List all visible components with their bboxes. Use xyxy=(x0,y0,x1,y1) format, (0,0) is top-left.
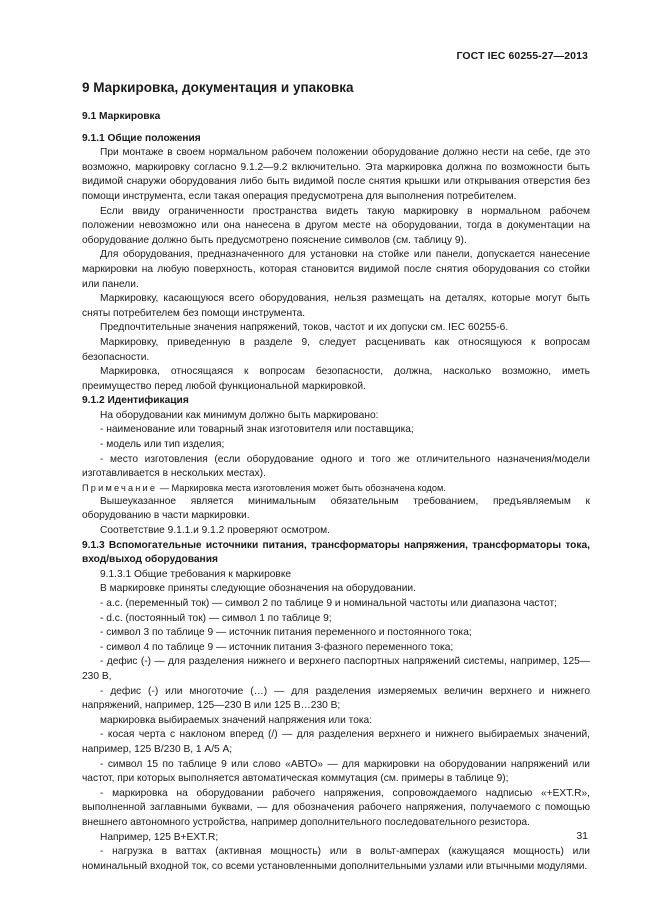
paragraph: В маркировке приняты следующие обозначения на оборудовании. xyxy=(100,583,416,595)
list-item: - косая черта с наклоном вперед (/) — для разделения верхнего и нижнего выбираемых значений, например, 125 В/230 В, 1 А/5 А; xyxy=(82,729,590,755)
paragraph: Вышеуказанное является минимальным обязательным требованием, предъявляемым к оборудованию в части маркировки. xyxy=(82,495,590,522)
page-number: 31 xyxy=(576,830,588,842)
list-item: - дефис (-) или многоточие (…) — для разделения измеряемых величин верхнего и нижнего напряжений, например, 125—230 В или 125 В…230 В; xyxy=(82,685,590,712)
paragraph: При монтаже в своем нормальном рабочем положении оборудование должно нести на себе, где это возможно, маркировку согласно 9.1.2—9.2 включительно. Эта маркировка должна по возможности быть видимой снаружи оборудования либо быть видимой после снятия крышки или открывания отверстия без помощи инструмента, если такая операция предусмотрена для выполнения потребителем. xyxy=(82,147,590,202)
list-item: - символ 3 по таблице 9 — источник питания переменного и постоянного тока; xyxy=(100,627,472,639)
subsection-9-1-2: 9.1.2 Идентификация xyxy=(82,395,189,407)
paragraph: 9.1.3.1 Общие требования к маркировке xyxy=(100,568,292,580)
list-item: - наименование или товарный знак изготовителя или поставщика; xyxy=(100,424,414,436)
subsection-9-1-3: 9.1.3 Вспомогательные источники питания, трансформаторы напряжения, трансформаторы тока, вход/выход оборудования xyxy=(82,539,590,566)
subsection-9-1: 9.1 Маркировка xyxy=(82,111,161,122)
note-text: — Маркировка места изготовления может быть обозначена кодом. xyxy=(157,482,446,493)
paragraph: маркировка выбираемых значений напряжения или тока: xyxy=(100,714,373,726)
subsection-9-1-1: 9.1.1 Общие положения xyxy=(82,132,201,144)
paragraph: Например, 125 В+EXT.R; xyxy=(100,831,219,843)
paragraph: Для оборудования, предназначенного для установки на стойке или панели, допускается нанесение маркировки на любую поверхность, которая становится видимой после снятия оборудования со стойки или панели. xyxy=(82,249,590,290)
note xyxy=(82,482,590,495)
list-item: - нагрузка в ваттах (активная мощность) или в вольт-амперах (кажущаяся мощность) или номинальный входной ток, со всеми установленными дополнительными узлами или втычными модулями. xyxy=(82,846,590,872)
paragraph: На оборудовании как минимум должно быть маркировано: xyxy=(100,409,379,421)
paragraph: Соответствие 9.1.1.и 9.1.2 проверяют осмотром. xyxy=(100,525,330,537)
note-label: Примечание xyxy=(82,482,158,493)
list-item: - символ 4 по таблице 9 — источник питания 3-фазного переменного тока; xyxy=(100,641,454,653)
list-item: - a.c. (переменный ток) — символ 2 по таблице 9 и номинальной частоты или диапазона частот; xyxy=(100,598,557,609)
paragraph: Маркировка, относящаяся к вопросам безопасности, должна, насколько возможно, иметь преимущество перед любой функциональной маркировкой. xyxy=(82,366,590,392)
list-item: - символ 15 по таблице 9 или слово «АВТО» — для маркировки на оборудовании напряжений или частот, при которых выполняется автоматическая коммутация (см. примеры в таблице 9); xyxy=(82,758,590,785)
paragraph: Если ввиду ограниченности пространства видеть такую маркировку в нормальном рабочем положении невозможно или она нанесена в другом месте на оборудовании, тогда в документации на оборудование должно быть предусмотрено пояснение символов (см. таблицу 9). xyxy=(82,205,590,246)
section-title: 9 Маркировка, документация и упаковка xyxy=(82,80,354,95)
document-body xyxy=(82,110,590,874)
paragraph: Маркировку, касающуюся всего оборудования, нельзя размещать на деталях, которые могут быть сняты потребителем без помощи инструмента. xyxy=(82,293,590,319)
standard-header: ГОСТ IEC 60255-27—2013 xyxy=(456,50,588,62)
list-item: - модель или тип изделия; xyxy=(100,439,225,451)
list-item: - d.c. (постоянный ток) — символ 1 по таблице 9; xyxy=(100,612,332,624)
list-item: - место изготовления (если оборудование одного и того же отличительного назначения/модели изготавливается в нескольких местах). xyxy=(82,453,590,480)
paragraph: Маркировку, приведенную в разделе 9, следует расценивать как относящуюся к вопросам безопасности. xyxy=(82,336,590,363)
paragraph: Предпочтительные значения напряжений, токов, частот и их допуски см. IEC 60255-6. xyxy=(100,322,509,334)
list-item: - маркировка на оборудовании рабочего напряжения, сопровождаемого надписью «+EXT.R», выполненной заглавными буквами, — для обозначения рабочего напряжения, получаемого с помощью внешнего автономного устройства, например дополнительного последовательного резистора. xyxy=(82,787,590,828)
list-item: - дефис (-) — для разделения нижнего и верхнего паспортных напряжений системы, например, 125—230 В, xyxy=(82,656,590,682)
